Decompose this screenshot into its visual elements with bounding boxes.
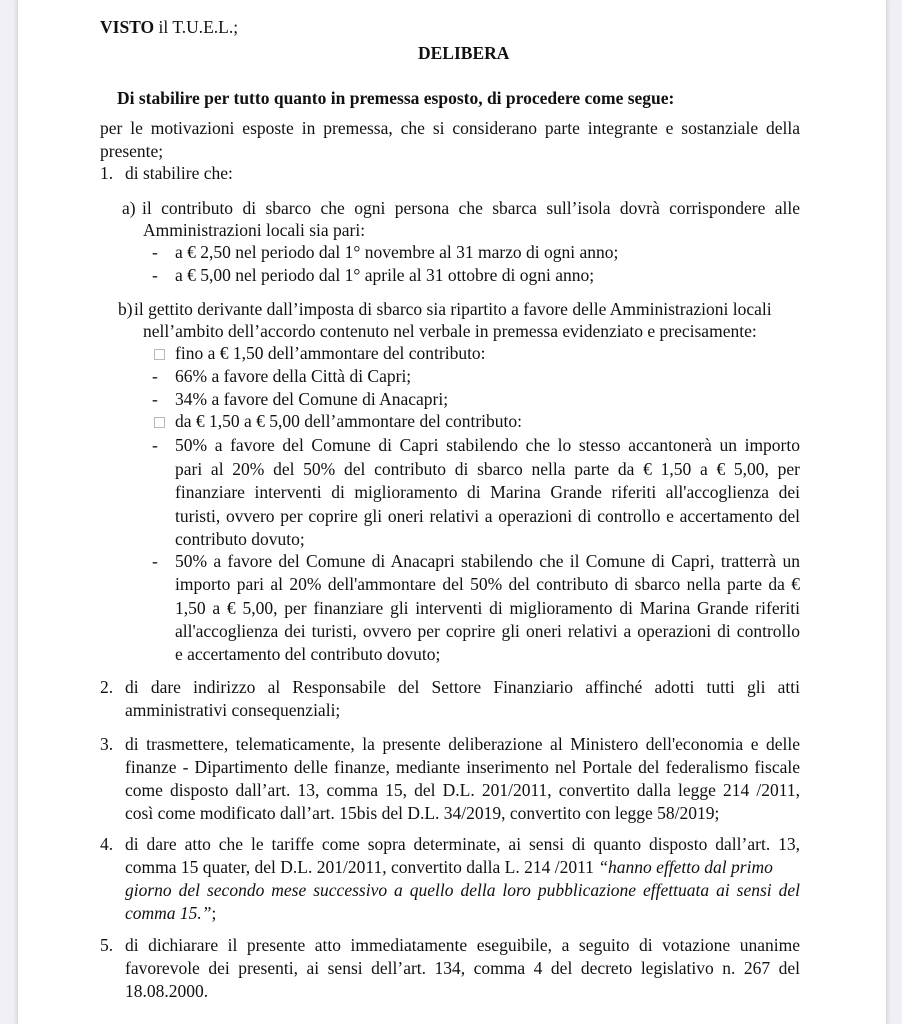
item-4-quote-start: “hanno effetto dal primo [598,857,773,877]
dash-bullet: - [152,551,158,571]
item-3-number: 3. [100,734,114,754]
sub-b-label: b) [118,299,133,319]
capri-share-line-2: pari al 20% del 50% del contributo di sbarco nella parte da € 1,50 a € 5,00, per [175,459,800,479]
sub-b-line-1: il gettito derivante dall’imposta di sbarco sia ripartito a favore delle Amministrazioni locali [134,299,772,319]
capri-share-line-3: finanziare interventi di miglioramento di Marina Grande riferiti all'accoglienza dei [175,482,800,502]
item-4-line-4 [125,903,216,923]
dash-bullet: - [152,389,158,409]
anacapri-share-line-5: e accertamento del contributo dovuto; [175,644,441,664]
item-5-line-1: di dichiarare il presente atto immediatamente eseguibile, a seguito di votazione unanime [125,935,800,955]
preamble-line-1: per le motivazioni esposte in premessa, che si considerano parte integrante e sostanziale della [100,118,800,138]
item-3-line-3: come disposto dall’art. 13, comma 15, del D.L. 201/2011, convertito dalla legge 214 /2011, [125,780,800,800]
intro-statement: Di stabilire per tutto quanto in premessa esposto, di procedere come segue: [117,88,675,108]
sub-a-bullet-2: a € 5,00 nel periodo dal 1° aprile al 31 ottobre di ogni anno; [175,265,595,285]
item-4-quote-end: comma 15.” [125,903,212,923]
item-2-number: 2. [100,677,114,697]
dash-bullet: - [152,242,158,262]
item-5-number: 5. [100,935,114,955]
sub-b-bullet-1: fino a € 1,50 dell’ammontare del contributo: [175,343,486,363]
item-5-line-3: 18.08.2000. [125,981,209,1001]
sub-b-line-2: nell’ambito dell’accordo contenuto nel verbale in premessa evidenziato e precisamente: [143,321,757,341]
anacapri-share-line-1: 50% a favore del Comune di Anacapri stabilendo che il Comune di Capri, tratterrà un [175,551,800,571]
item-1-text: di stabilire che: [125,163,233,183]
visto-label: VISTO [100,17,155,37]
item-4-line-2 [125,857,773,877]
visto-text: il T.U.E.L.; [154,17,239,37]
sub-a-line-1: il contributo di sbarco che ogni persona che sbarca sull’isola dovrà corrispondere alle [142,198,800,218]
visto-line [100,17,238,37]
sub-a-line-2: Amministrazioni locali sia pari: [143,220,366,240]
capri-share-line-4: turisti, ovvero per coprire gli oneri relativi a operazioni di controllo e accertamento del [175,506,800,526]
item-4-quote-line-3: giorno del secondo mese successivo a quello della loro pubblicazione effettuata ai sensi del [125,880,800,900]
item-3-line-4: così come modificato dall’art. 15bis del D.L. 34/2019, convertito con legge 58/2019; [125,803,720,823]
capri-share-line-5: contributo dovuto; [175,529,305,549]
item-1-number: 1. [100,163,114,183]
sub-b-bullet-4: da € 1,50 a € 5,00 dell’ammontare del contributo: [175,411,522,431]
sub-b-bullet-3: 34% a favore del Comune di Anacapri; [175,389,449,409]
checkbox-bullet-icon [154,417,165,428]
item-3-line-2: finanze - Dipartimento delle finanze, mediante inserimento nel Portale del federalismo fiscale [125,757,800,777]
item-4-line-2-text: comma 15 quater, del D.L. 201/2011, convertito dalla L. 214 /2011 [125,857,599,877]
item-3-line-1: di trasmettere, telematicamente, la presente deliberazione al Ministero dell'economia e delle [125,734,800,754]
sub-b-bullet-2: 66% a favore della Città di Capri; [175,366,412,386]
document-page [17,0,887,1024]
item-4-end-punct: ; [211,903,217,923]
item-4-line-1: di dare atto che le tariffe come sopra determinate, ai sensi di quanto disposto dall’art. 13, [125,834,800,854]
dash-bullet: - [152,265,158,285]
anacapri-share-line-2: importo pari al 20% dell'ammontare del 50% del contributo di sbarco nella parte da € [175,574,800,594]
dash-bullet: - [152,435,158,455]
checkbox-bullet-icon [154,349,165,360]
sub-a-bullet-1: a € 2,50 nel periodo dal 1° novembre al 31 marzo di ogni anno; [175,242,619,262]
anacapri-share-line-3: 1,50 a € 5,00, per finanziare gli interventi di miglioramento di Marina Grande riferiti [175,598,800,618]
sub-a-label: a) [122,198,136,218]
item-4-number: 4. [100,834,114,854]
delibera-heading: DELIBERA [418,43,510,63]
item-5-line-2: favorevole dei presenti, ai sensi dell’art. 134, comma 4 del decreto legislativo n. 267 del [125,958,800,978]
item-2-line-2: amministrativi consequenziali; [125,700,341,720]
item-2-line-1: di dare indirizzo al Responsabile del Settore Finanziario affinché adotti tutti gli atti [125,677,800,697]
capri-share-line-1: 50% a favore del Comune di Capri stabilendo che lo stesso accantonerà un importo [175,435,800,455]
dash-bullet: - [152,366,158,386]
preamble-line-2: presente; [100,141,164,161]
anacapri-share-line-4: all'accoglienza dei turisti, ovvero per coprire gli oneri relativi a operazioni di controllo [175,621,800,641]
